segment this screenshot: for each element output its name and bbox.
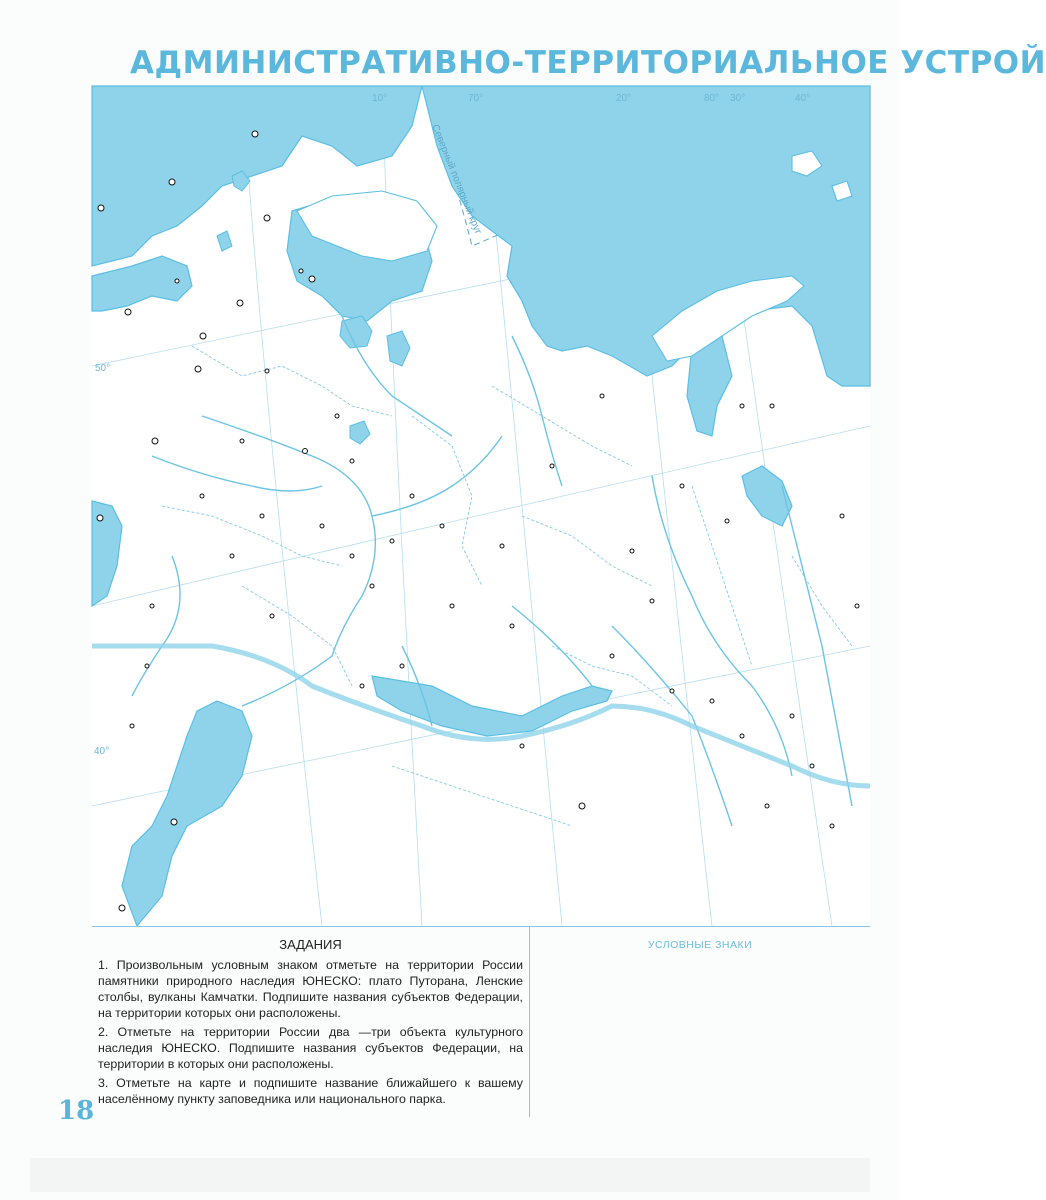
task-item: 3. Отметьте на карте и подпишите название ближайшего к вашему населённому пункту заповедника или национального парка.	[98, 1076, 523, 1106]
city-marker	[240, 439, 244, 443]
border-line	[162, 506, 342, 566]
assignment-panel	[92, 926, 870, 1117]
lake-chudskoe	[217, 231, 232, 251]
latitude-label: 50°	[95, 363, 111, 374]
city-marker	[790, 714, 794, 718]
city-marker	[610, 654, 614, 658]
page-footer-band	[30, 1158, 870, 1192]
city-marker	[360, 684, 364, 688]
admin-borders	[162, 346, 852, 826]
arctic-circle-label: Северный полярный круг	[429, 123, 484, 236]
city-marker	[200, 333, 206, 339]
city-marker	[740, 404, 744, 408]
contour-map	[92, 86, 870, 926]
city-marker	[670, 689, 674, 693]
city-marker	[260, 514, 264, 518]
tasks-box	[92, 927, 530, 1117]
task-item: 2. Отметьте на территории России два —три объекта культурного наследия ЮНЕСКО. Подпишите названия субъектов Федерации, на территории в которых они расположены.	[98, 1025, 523, 1071]
border-line	[392, 766, 572, 826]
city-marker	[370, 584, 374, 588]
city-marker	[710, 699, 714, 703]
volga-river	[202, 416, 375, 706]
city-marker	[230, 554, 234, 558]
map-canvas	[92, 86, 870, 926]
parallel-line	[92, 426, 870, 606]
caspian-sea	[122, 701, 252, 926]
border-line	[692, 486, 752, 666]
city-marker	[299, 269, 303, 273]
city-marker	[152, 438, 158, 444]
city-marker	[171, 819, 177, 825]
city-marker	[550, 464, 554, 468]
page-title: АДМИНИСТРАТИВНО-ТЕРРИТОРИАЛЬНОЕ УСТРОЙ	[130, 45, 1046, 81]
city-marker	[810, 764, 814, 768]
city-marker	[840, 514, 844, 518]
city-marker	[270, 614, 274, 618]
city-marker	[309, 276, 315, 282]
city-marker	[765, 804, 769, 808]
city-marker	[350, 459, 354, 463]
city-marker	[303, 449, 308, 454]
city-marker	[175, 279, 179, 283]
city-marker	[98, 205, 104, 211]
longitude-label: 40°	[795, 93, 811, 104]
city-marker	[650, 599, 654, 603]
arctic-ocean	[422, 86, 870, 386]
pechora-river	[512, 336, 562, 486]
city-marker	[579, 803, 585, 809]
page-number: 18	[58, 1096, 95, 1126]
city-marker	[130, 724, 134, 728]
city-marker	[237, 300, 243, 306]
city-marker	[265, 369, 269, 373]
city-marker	[410, 494, 414, 498]
longitude-label: 30°	[730, 93, 746, 104]
city-marker	[97, 515, 103, 521]
city-marker	[125, 309, 131, 315]
yenisei-river	[782, 486, 852, 806]
city-marker	[350, 554, 354, 558]
city-marker	[740, 734, 744, 738]
rybinsk-reservoir	[350, 421, 370, 444]
city-marker	[770, 404, 774, 408]
city-marker	[630, 549, 634, 553]
city-marker	[830, 824, 834, 828]
city-marker	[510, 624, 514, 628]
longitude-label: 80°	[704, 93, 720, 104]
city-marker	[520, 744, 524, 748]
city-marker	[119, 905, 125, 911]
latitude-label: 40°	[94, 746, 110, 757]
irtysh-river	[612, 626, 732, 826]
city-marker	[725, 519, 729, 523]
black-sea	[92, 501, 122, 606]
longitude-label: 10°	[372, 93, 388, 104]
longitude-label: 70°	[468, 93, 484, 104]
kama-river	[372, 436, 502, 516]
city-marker	[264, 215, 270, 221]
city-marker	[335, 414, 339, 418]
oka-river	[152, 456, 322, 491]
aral-region	[372, 676, 612, 736]
city-marker	[600, 394, 604, 398]
city-marker	[400, 664, 404, 668]
water-bodies	[92, 86, 870, 926]
lake-onega	[387, 331, 410, 366]
city-marker	[195, 366, 201, 372]
border-line	[792, 556, 852, 646]
city-marker	[450, 604, 454, 608]
border-line	[242, 586, 352, 686]
city-marker	[440, 524, 444, 528]
city-marker	[500, 544, 504, 548]
city-marker	[680, 484, 684, 488]
city-marker	[252, 131, 258, 137]
city-marker	[169, 179, 175, 185]
don-river	[132, 556, 180, 696]
tasks-heading: ЗАДАНИЯ	[279, 937, 342, 952]
legend-box[interactable]	[530, 927, 870, 1117]
legend-heading: УСЛОВНЫЕ ЗНАКИ	[647, 939, 753, 951]
city-marker	[150, 604, 154, 608]
city-marker	[320, 524, 324, 528]
city-marker	[855, 604, 859, 608]
city-marker	[145, 664, 149, 668]
task-item: 1. Произвольным условным знаком отметьте на территории России памятники природного наследия ЮНЕСКО: плато Путорана, Ленские столбы, вулканы Камчатки. Подпишите названия субъектов Федерации, на территории которых они расположены.	[98, 958, 523, 1020]
city-marker	[200, 494, 204, 498]
border-line	[492, 386, 632, 466]
city-marker	[390, 539, 394, 543]
longitude-label: 20°	[616, 93, 632, 104]
